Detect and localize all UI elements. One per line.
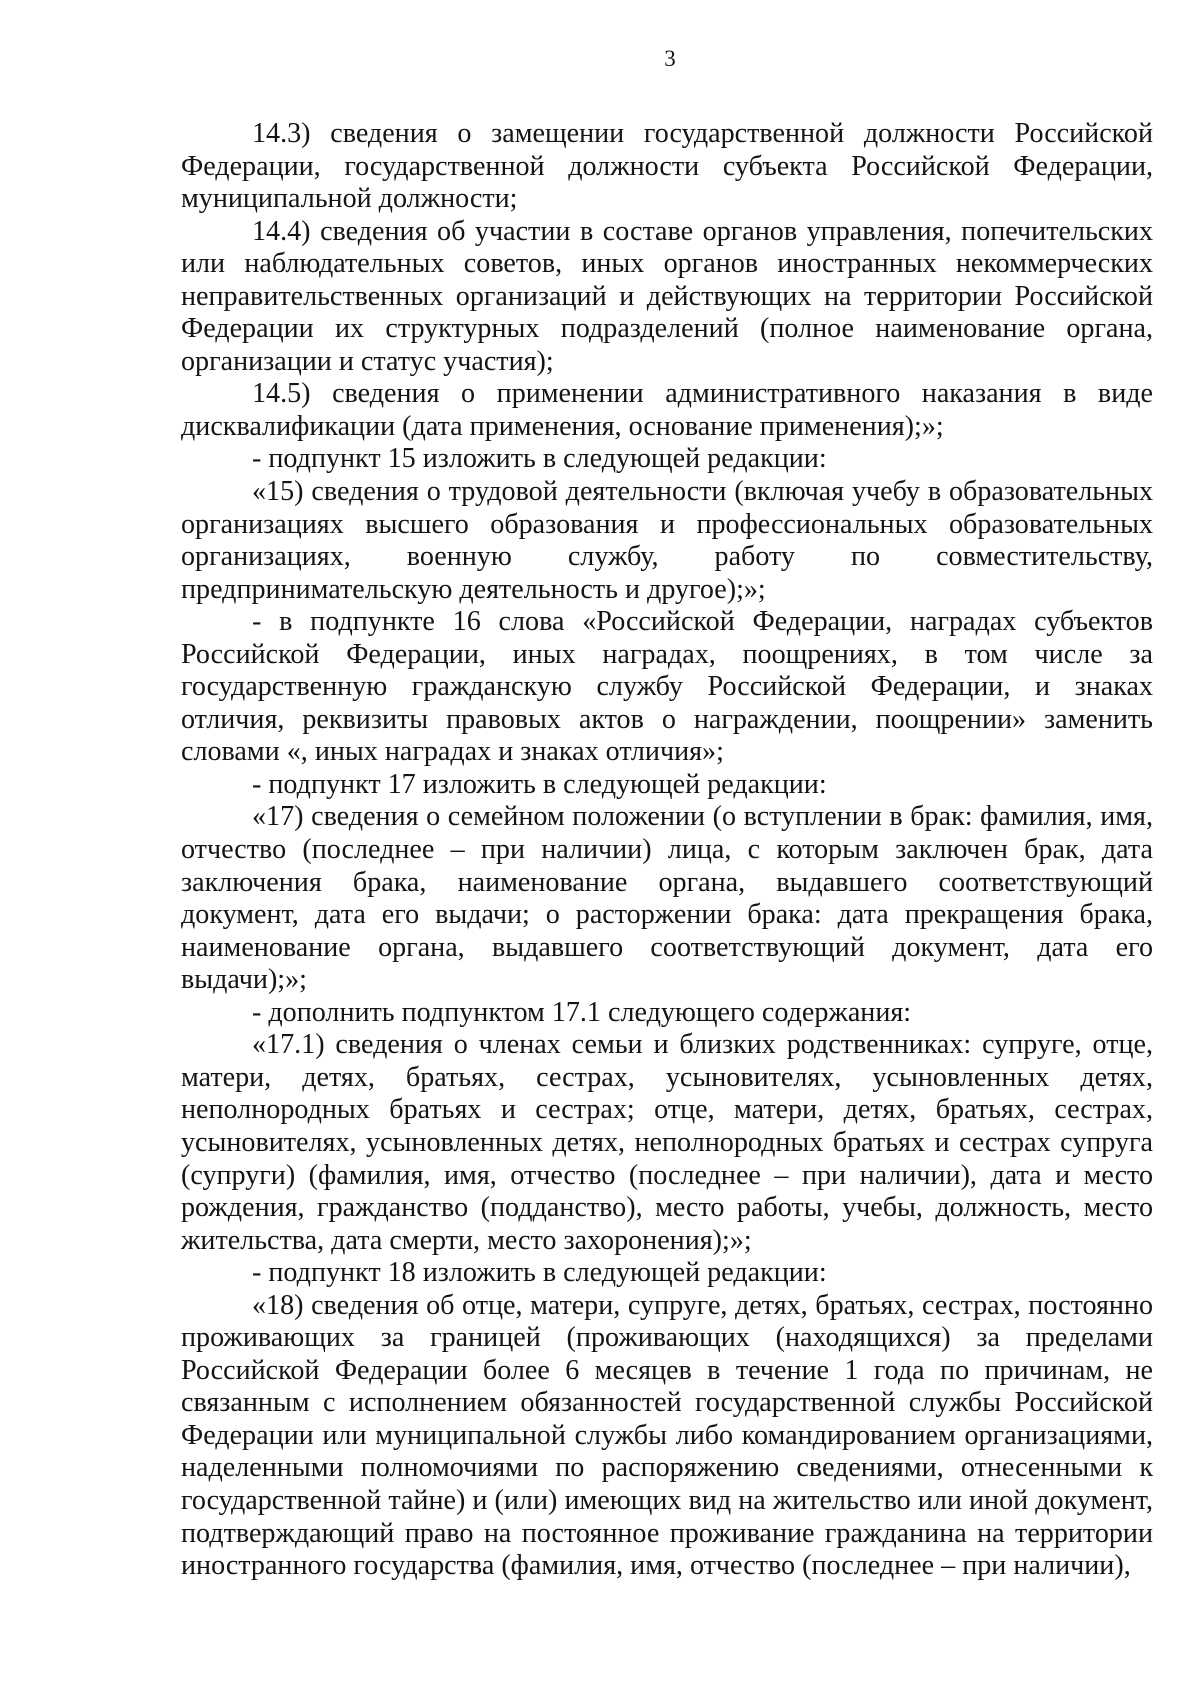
page-number: 3: [664, 46, 676, 71]
paragraph-17: «17) сведения о семейном положении (о вступлении в брак: фамилия, имя, отчество (последнее – при наличии) лица, с которым заключен брак, дата заключения брака, наименование органа, выдавшего соответствующий документ, дата его выдачи; о расторжении брака: дата прекращения брака, наименование органа, выдавшего соответствующий документ, дата его выдачи);»;: [181, 801, 1153, 996]
document-body: [181, 118, 1153, 1583]
paragraph-14-5: 14.5) сведения о применении административного наказания в виде дисквалификации (дата применения, основание применения);»;: [181, 378, 1153, 442]
paragraph-15: «15) сведения о трудовой деятельности (включая учебу в образовательных организациях высшего образования и профессиональных образовательных организациях, военную службу, работу по совместительству, предпринимательскую деятельность и другое);»;: [181, 476, 1153, 605]
instruction-subitem-17: - подпункт 17 изложить в следующей редакции:: [252, 768, 827, 800]
instruction-subitem-16: - в подпункте 16 слова «Российской Федерации, наградах субъектов Российской Федерации, иных наградах, поощрениях, в том числе за государственную гражданскую службу Российской Федерации, и знаках отличия, реквизиты правовых актов о награждении, поощрении» заменить словами «, иных наградах и знаках отличия»;: [181, 606, 1153, 768]
instruction-subitem-15: - подпункт 15 изложить в следующей редакции:: [252, 443, 827, 475]
paragraph-18: «18) сведения об отце, матери, супруге, детях, братьях, сестрах, постоянно проживающих за границей (проживающих (находящихся) за пределами Российской Федерации более 6 месяцев в течение 1 года по причинам, не связанным с исполнением обязанностей государственной службы Российской Федерации или муниципальной службы либо командированием организациями, наделенными полномочиями по распоряжению сведениями, отнесенными к государственной тайне) и (или) имеющих вид на жительство или иной документ, подтверждающий право на постоянное проживание гражданина на территории иностранного государства (фамилия, имя, отчество (последнее – при наличии),: [181, 1289, 1153, 1582]
paragraph-17-1: «17.1) сведения о членах семьи и близких родственниках: супруге, отце, матери, детях, братьях, сестрах, усыновителях, усыновленных детях, неполнородных братьях и сестрах; отце, матери, детях, братьях, сестрах, усыновителях, усыновленных детях, неполнородных братьях и сестрах супруга (супруги) (фамилия, имя, отчество (последнее – при наличии), дата и место рождения, гражданство (подданство), место работы, учебы, должность, место жительства, дата смерти, место захоронения);»;: [181, 1029, 1153, 1256]
paragraph-14-3: 14.3) сведения о замещении государственной должности Российской Федерации, государственной должности субъекта Российской Федерации, муниципальной должности;: [181, 118, 1153, 215]
instruction-subitem-18: - подпункт 18 изложить в следующей редакции:: [252, 1257, 827, 1289]
paragraph-14-4: 14.4) сведения об участии в составе органов управления, попечительских или наблюдательных советов, иных органов иностранных некоммерческих неправительственных организаций и действующих на территории Российской Федерации их структурных подразделений (полное наименование органа, организации и статус участия);: [181, 215, 1153, 377]
instruction-subitem-17-1: - дополнить подпунктом 17.1 следующего содержания:: [252, 996, 912, 1028]
